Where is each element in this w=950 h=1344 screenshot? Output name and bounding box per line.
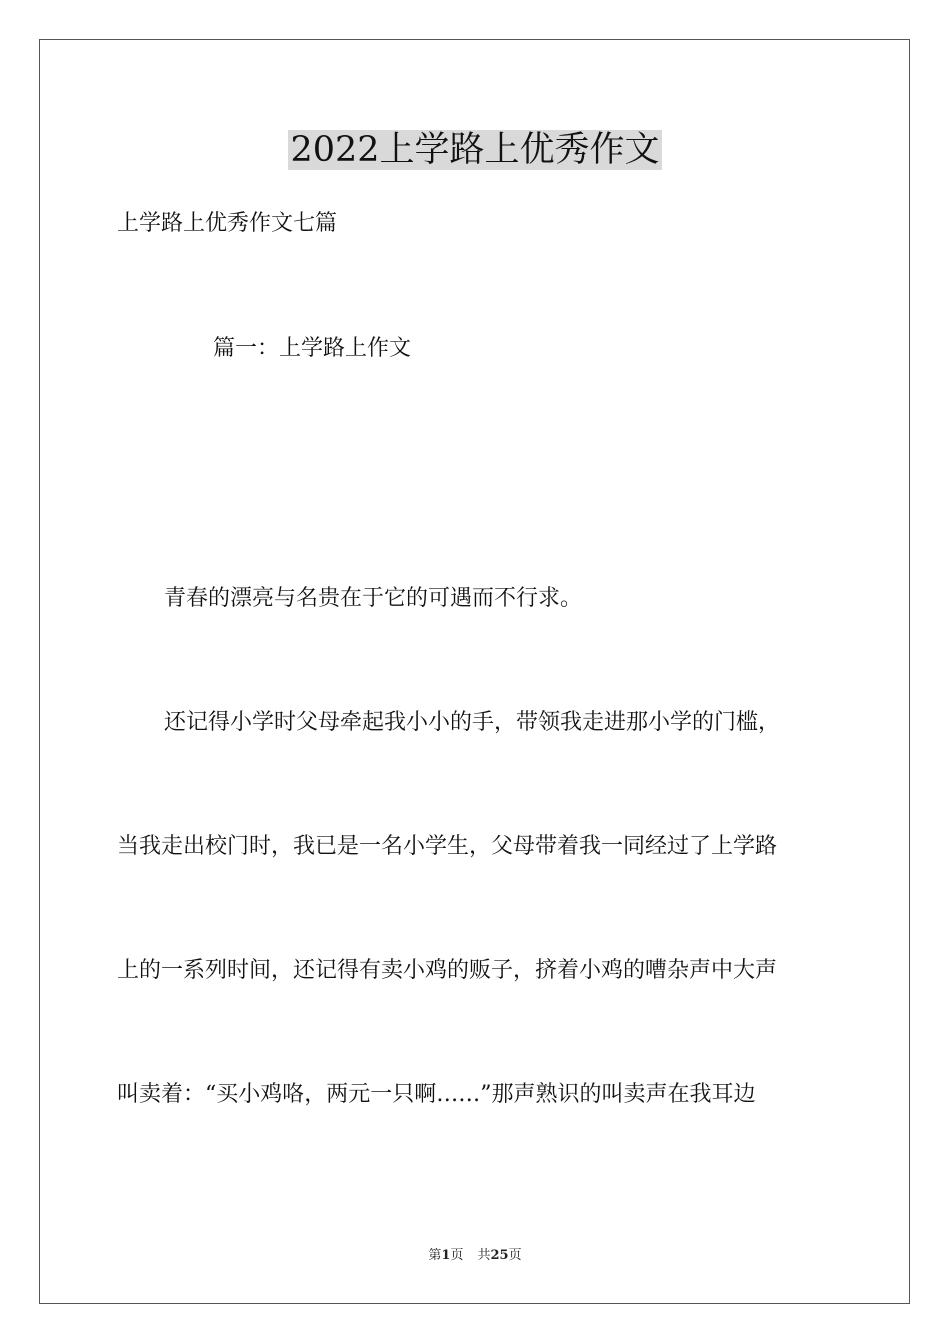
section-heading: 篇一：上学路上作文 <box>213 336 412 361</box>
document-title <box>0 128 950 172</box>
total-prefix: 共 <box>477 1248 491 1263</box>
paragraph-line-4: 上的一系列时间，还记得有卖小鸡的贩子，挤着小鸡的嘈杂声中大声 <box>117 958 778 983</box>
page-number: 1 <box>441 1248 451 1263</box>
document-subtitle: 上学路上优秀作文七篇 <box>117 211 338 236</box>
paragraph-line-5: 叫卖着：“买小鸡咯，两元一只啊……”那声熟识的叫卖声在我耳边 <box>117 1082 756 1107</box>
total-suffix: 页 <box>508 1248 522 1263</box>
page-footer <box>0 1247 950 1265</box>
paragraph-line-1: 青春的漂亮与名贵在于它的可遇而不行求。 <box>164 586 583 611</box>
total-pages: 25 <box>490 1248 509 1263</box>
page-suffix: 页 <box>450 1248 464 1263</box>
document-title-text: 2022上学路上优秀作文 <box>290 130 660 170</box>
paragraph-line-3: 当我走出校门时，我已是一名小学生，父母带着我一同经过了上学路 <box>117 834 778 859</box>
page-prefix: 第 <box>428 1248 442 1263</box>
paragraph-line-2: 还记得小学时父母牵起我小小的手，带领我走进那小学的门槛， <box>164 710 781 735</box>
